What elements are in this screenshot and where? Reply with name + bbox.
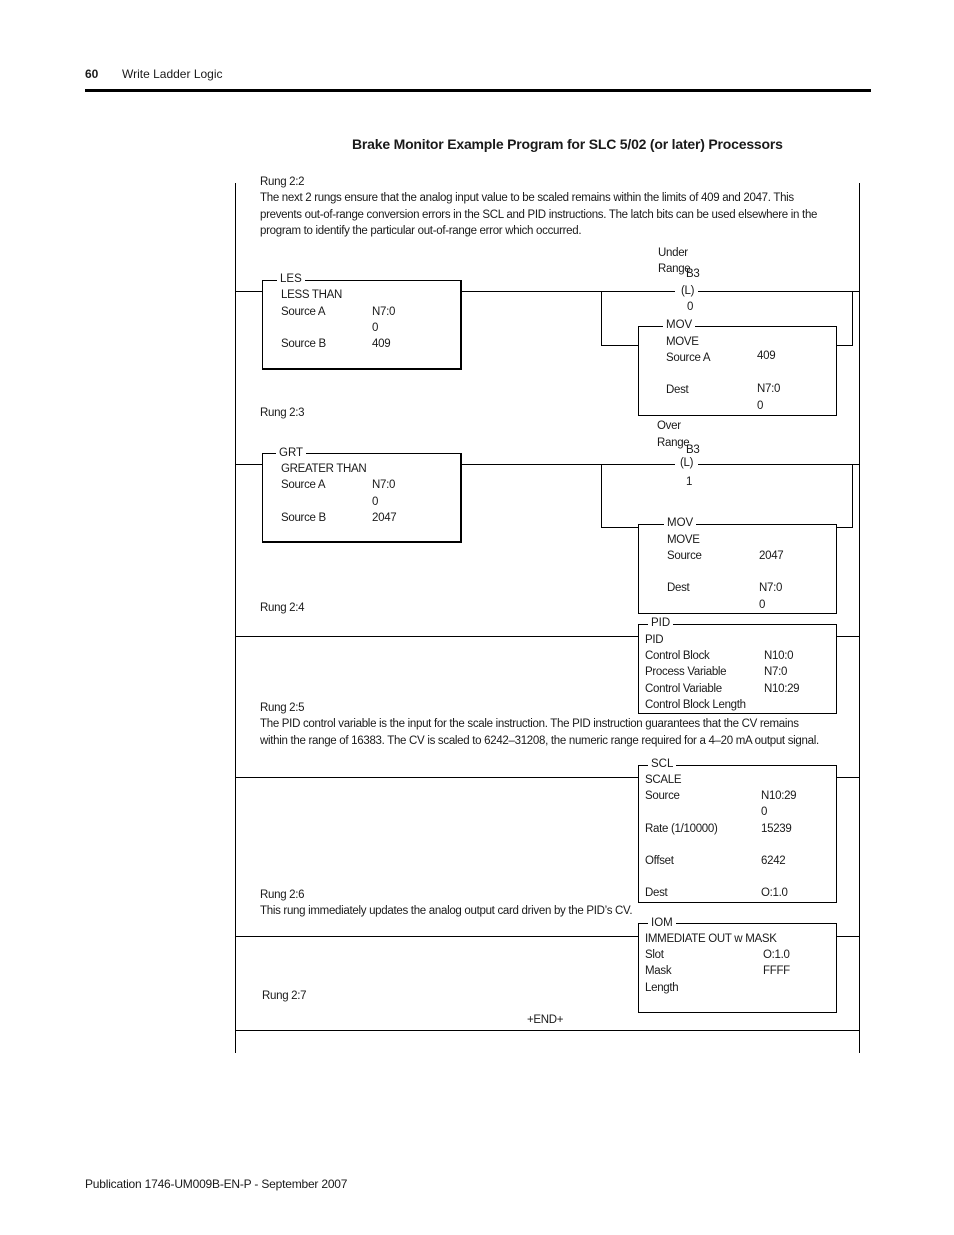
branch-wire — [601, 345, 639, 346]
coil-comment: Range — [657, 437, 690, 449]
desc-line: within the range of 16383. The CV is scaled to 6242–31208, the numeric range required for a 4–20 mA output signal. — [260, 734, 819, 747]
rung-wire — [836, 777, 859, 778]
rung-wire — [698, 291, 859, 292]
scl-source-sub: 0 — [761, 806, 768, 818]
coil-bit: 0 — [687, 301, 694, 313]
scl-source-value: N10:29 — [761, 790, 797, 802]
scl-name: SCALE — [645, 774, 682, 786]
grt-source-a-sub: 0 — [372, 496, 379, 508]
end-rung-wire — [235, 1030, 860, 1031]
les-name: LESS THAN — [281, 289, 342, 301]
mov-source-value: 2047 — [759, 550, 784, 562]
mov-source-label: Source — [667, 550, 702, 562]
les-source-b-value: 409 — [372, 338, 391, 350]
grt-source-a-value: N7:0 — [372, 479, 396, 491]
coil-comment: Range — [658, 263, 691, 275]
rung-2-5-description — [260, 716, 819, 749]
rung-wire — [235, 464, 263, 465]
rung-wire — [836, 636, 859, 637]
mov-name: MOVE — [666, 336, 699, 348]
rung-wire — [235, 777, 639, 778]
branch-wire — [601, 291, 602, 346]
scl-offset-label: Offset — [645, 855, 674, 867]
rung-label-2-2: Rung 2:2 — [260, 176, 305, 188]
scl-rate-label: Rate (1/10000) — [645, 823, 718, 835]
rung-wire — [235, 636, 639, 637]
coil-bit: 1 — [686, 476, 693, 488]
branch-wire — [601, 527, 639, 528]
rung-label-2-5: Rung 2:5 — [260, 702, 305, 714]
iom-slot-value: O:1.0 — [763, 949, 790, 961]
latch-coil[interactable]: (L) — [681, 285, 695, 297]
scl-tag: SCL — [648, 758, 676, 771]
mov-dest-label: Dest — [666, 384, 689, 396]
section-title: Write Ladder Logic — [122, 67, 223, 81]
end-rung: +END+ — [527, 1014, 564, 1026]
rung-label-2-6: Rung 2:6 — [260, 889, 305, 901]
rung-wire — [698, 464, 859, 465]
header-rule — [85, 89, 871, 92]
mov-dest-value: N7:0 — [757, 383, 781, 395]
figure-title: Brake Monitor Example Program for SLC 5/02 (or later) Processors — [352, 136, 783, 152]
rung-label-2-7: Rung 2:7 — [262, 990, 307, 1002]
mov-tag: MOV — [664, 517, 696, 530]
mov-source-label: Source A — [666, 352, 711, 364]
pid-process-variable-label: Process Variable — [645, 666, 727, 678]
iom-tag: IOM — [648, 917, 676, 930]
scl-source-label: Source — [645, 790, 680, 802]
iom-slot-label: Slot — [645, 949, 664, 961]
iom-name: IMMEDIATE OUT w MASK — [645, 933, 777, 945]
coil-address: B3 — [686, 268, 700, 280]
iom-mask-value: FFFF — [763, 965, 790, 977]
branch-wire — [852, 464, 853, 528]
pid-control-variable-value: N10:29 — [764, 683, 800, 695]
pid-control-block-label: Control Block — [645, 650, 710, 662]
mov-dest-sub: 0 — [757, 400, 764, 412]
pid-tag: PID — [648, 617, 673, 630]
desc-line: The PID control variable is the input for the scale instruction. The PID instruction guarantees that the CV remains — [260, 718, 799, 730]
right-power-rail — [859, 183, 860, 1053]
grt-source-a-label: Source A — [281, 479, 326, 491]
pid-name: PID — [645, 634, 664, 646]
pid-control-block-length-label: Control Block Length — [645, 699, 746, 711]
coil-address: B3 — [686, 444, 700, 456]
rung-label-2-3: Rung 2:3 — [260, 407, 305, 419]
les-source-a-sub: 0 — [372, 322, 379, 334]
les-source-b-label: Source B — [281, 338, 326, 350]
les-source-a-value: N7:0 — [372, 306, 396, 318]
publication-footer: Publication 1746-UM009B-EN-P - September 2007 — [85, 1177, 348, 1191]
mov-source-value: 409 — [757, 350, 776, 362]
desc-line: program to identify the particular out-of-range error which occurred. — [260, 225, 582, 237]
desc-line: prevents out-of-range conversion errors in the SCL and PID instructions. The latch bits can be used elsewhere in the — [260, 208, 818, 221]
coil-comment: Under — [658, 247, 688, 259]
scl-dest-label: Dest — [645, 887, 668, 899]
grt-source-b-label: Source B — [281, 512, 326, 524]
scl-dest-value: O:1.0 — [761, 887, 788, 899]
page-number: 60 — [85, 67, 99, 81]
desc-line: The next 2 rungs ensure that the analog input value to be scaled remains within the limits of 409 and 2047. This — [260, 192, 794, 204]
rung-2-6-description: This rung immediately updates the analog output card driven by the PID’s CV. — [260, 905, 633, 917]
rung-label-2-4: Rung 2:4 — [260, 602, 305, 614]
rung-2-2-description — [260, 190, 817, 240]
grt-name: GREATER THAN — [281, 463, 367, 475]
les-source-a-label: Source A — [281, 306, 326, 318]
les-tag: LES — [277, 273, 305, 286]
pid-control-block-value: N10:0 — [764, 650, 794, 662]
grt-tag: GRT — [276, 447, 306, 460]
latch-coil[interactable]: (L) — [680, 457, 694, 469]
scl-offset-value: 6242 — [761, 855, 786, 867]
iom-length-label: Length — [645, 982, 679, 994]
grt-source-b-value: 2047 — [372, 512, 397, 524]
branch-wire — [601, 464, 602, 528]
coil-comment: Over — [657, 420, 681, 432]
rung-wire — [235, 291, 263, 292]
mov-dest-label: Dest — [667, 582, 690, 594]
rung-wire — [836, 936, 859, 937]
mov-tag: MOV — [663, 319, 695, 332]
branch-wire — [836, 527, 853, 528]
branch-wire — [852, 291, 853, 346]
rung-wire — [460, 291, 675, 292]
mov-dest-value: N7:0 — [759, 582, 783, 594]
mov-name: MOVE — [667, 534, 700, 546]
scl-rate-value: 15239 — [761, 823, 792, 835]
mov-dest-sub: 0 — [759, 599, 766, 611]
iom-mask-label: Mask — [645, 965, 672, 977]
branch-wire — [836, 345, 853, 346]
left-power-rail — [235, 183, 236, 1053]
pid-process-variable-value: N7:0 — [764, 666, 788, 678]
pid-control-variable-label: Control Variable — [645, 683, 722, 695]
rung-wire — [460, 464, 675, 465]
rung-wire — [235, 936, 639, 937]
